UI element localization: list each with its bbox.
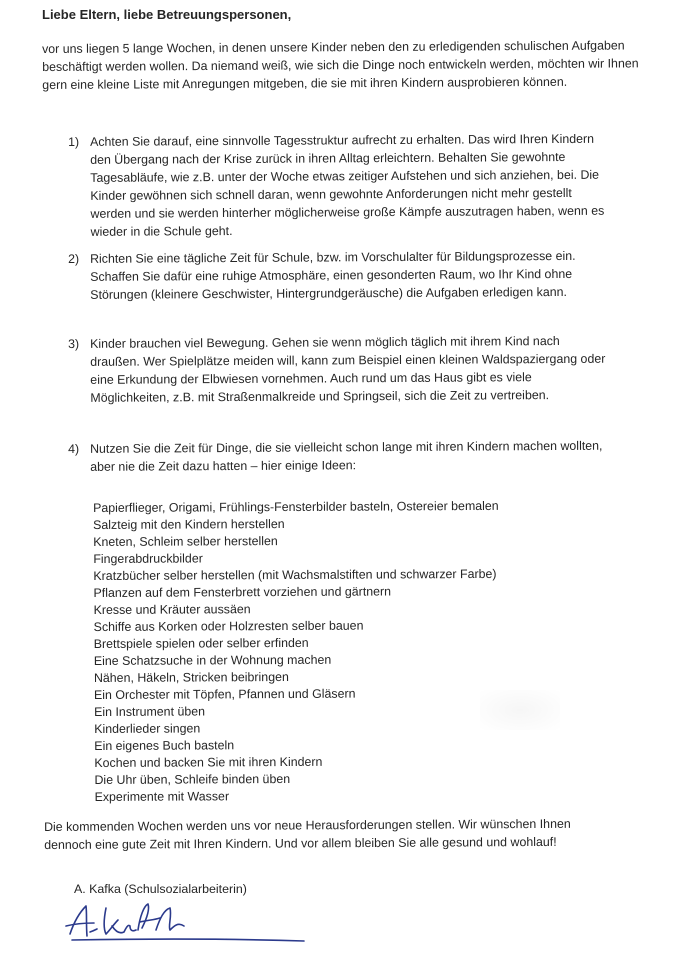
- list-item-1: [68, 130, 608, 239]
- closing-paragraph: Die kommenden Wochen werden uns vor neue Herausforderungen stellen. Wir wünschen Ihnen dennoch eine gute Zeit mit Ihren Kindern. Und vor allem bleiben Sie alle gesund und wohlauf!: [44, 816, 571, 852]
- idea-item: Experimente mit Wasser: [94, 789, 230, 804]
- idea-item: Die Uhr üben, Schleife binden üben: [94, 771, 291, 787]
- list-item-number: 3): [68, 336, 80, 351]
- list-item-text: Kinder brauchen viel Bewegung. Gehen sie wenn möglich täglich mit ihrem Kind nach draußen. Wer Spielplätze meiden will, kann zum Beispiel einen kleinen Waldspaziergang oder eine Erkundung der Elbwiesen vornehmen. Auch rund um das Haus gibt es viele Möglichkeiten, z.B. mit Straßenmalkreide und Springseil, sich die Zeit zu vertreiben.: [90, 333, 606, 405]
- idea-item: Schiffe aus Korken oder Holzresten selber bauen: [93, 618, 364, 634]
- list-item-text: Achten Sie darauf, eine sinnvolle Tagesstruktur aufrecht zu erhalten. Das wird Ihren Kindern den Übergang nach der Krise zurück in ihren Alltag erleichtern. Behalten Sie gewohnte Tagesabläufe, wie z.B. unter der Woche etwas zeitiger Aufstehen und sich anziehen, bei. Die Kinder gewöhnen sich schnell daran, wenn gewohnte Anforderungen nicht mehr gestellt werden und sie werden hinterher möglicherweise große Kämpfe auszutragen haben, wenn es wieder in die Schule geht.: [90, 131, 605, 239]
- ideas-list: [93, 498, 500, 806]
- scan-smudge: [480, 690, 560, 730]
- list-item-text: Nutzen Sie die Zeit für Dinge, die sie vielleicht schon lange mit ihren Kindern machen wollten, aber nie die Zeit dazu hatten – hier einige Ideen:: [90, 438, 603, 474]
- handwritten-signature: [60, 896, 310, 946]
- idea-item: Kresse und Kräuter aussäen: [93, 602, 251, 617]
- list-item-number: 1): [68, 134, 80, 149]
- idea-item: Kratzbücher selber herstellen (mit Wachsmalstiften und schwarzer Farbe): [93, 566, 497, 583]
- greeting: Liebe Eltern, liebe Betreuungspersonen,: [42, 7, 292, 22]
- author-line: A. Kafka (Schulsozialarbeiterin): [74, 882, 247, 896]
- idea-item: Kinderlieder singen: [94, 721, 201, 736]
- idea-item: Pflanzen auf dem Fensterbrett vorziehen und gärtnern: [93, 584, 392, 600]
- list-item-2: [68, 247, 608, 302]
- idea-item: Papierflieger, Origami, Frühlings-Fensterbilder basteln, Ostereier bemalen: [93, 498, 499, 515]
- idea-item: Kneten, Schleim selber herstellen: [93, 534, 278, 549]
- idea-item: Fingerabdruckbilder: [93, 551, 203, 566]
- idea-item: Kochen und backen Sie mit ihren Kindern: [94, 754, 323, 770]
- idea-item: Ein Orchester mit Töpfen, Pfannen und Gläsern: [93, 686, 356, 702]
- list-item-3: [68, 332, 608, 405]
- list-item-4: [68, 437, 608, 474]
- idea-item: Eine Schatzsuche in der Wohnung machen: [93, 652, 332, 668]
- idea-item: Ein eigenes Buch basteln: [94, 738, 235, 753]
- list-item-text: Richten Sie eine tägliche Zeit für Schule, bzw. im Vorschulalter für Bildungsprozesse ein. Schaffen Sie dafür eine ruhige Atmosphäre, einen gesonderten Raum, wo Ihr Kind ohne Störungen (kleinere Geschwister, Hintergrundgeräusche) die Aufgaben erledigen kann.: [90, 248, 576, 302]
- list-item-number: 4): [68, 441, 80, 456]
- idea-item: Brettspiele spielen oder selber erfinden: [93, 635, 309, 651]
- idea-item: Salzteig mit den Kindern herstellen: [93, 516, 285, 532]
- intro-paragraph: vor uns liegen 5 lange Wochen, in denen unsere Kinder neben den zu erledigenden schulischen Aufgaben beschäftigt werden wollen. Da niemand weiß, wie sich die Dinge noch entwickeln werden, möchten wir Ihnen gern eine kleine Liste mit Anregungen mitgeben, die sie mit ihren Kindern ausprobieren können.: [42, 38, 639, 92]
- idea-item: Ein Instrument üben: [94, 704, 206, 719]
- idea-item: Nähen, Häkeln, Stricken beibringen: [93, 669, 289, 685]
- list-item-number: 2): [68, 251, 80, 266]
